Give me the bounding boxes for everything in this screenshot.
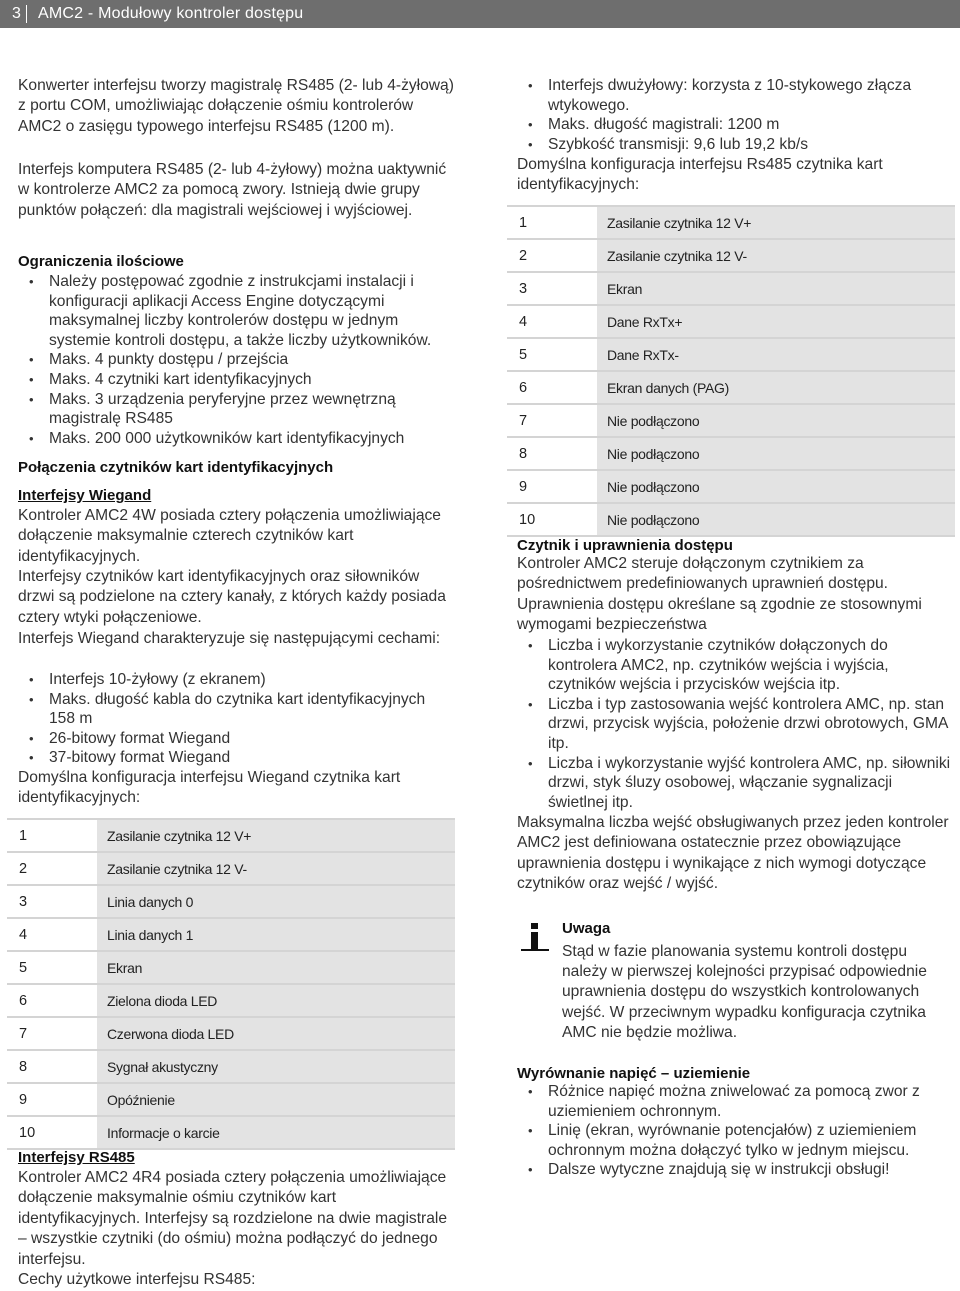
pin-description: Dane RxTx- xyxy=(597,338,955,371)
list-item: • Interfejs 10-żyłowy (z ekranem) xyxy=(18,670,438,690)
pin-description: Sygnał akustyczny xyxy=(97,1050,455,1083)
pin-description: Nie podłączono xyxy=(597,437,955,470)
pin-description: Nie podłączono xyxy=(597,470,955,503)
limits-list xyxy=(18,272,456,448)
table-row xyxy=(7,1083,455,1116)
rs485-pin-table xyxy=(507,205,955,537)
table-row xyxy=(507,503,955,536)
rs485-heading: Interfejsy RS485 xyxy=(18,1149,135,1166)
table-row xyxy=(7,1050,455,1083)
wiegand-paragraph-3: Interfejs Wiegand charakteryzuje się następującymi cechami: xyxy=(18,630,441,647)
rs485-paragraph-2: Cechy użytkowe interfejsu RS485: xyxy=(18,1271,256,1288)
table-row xyxy=(507,437,955,470)
table-row xyxy=(507,338,955,371)
pin-number: 5 xyxy=(7,951,97,984)
wiegand-heading: Interfejsy Wiegand xyxy=(18,487,152,504)
page-number: 3 xyxy=(12,5,21,22)
pin-number: 3 xyxy=(507,272,597,305)
page-header xyxy=(0,0,960,28)
pin-description: Ekran danych (PAG) xyxy=(597,371,955,404)
list-item: • Liczba i typ zastosowania wejść kontrolera AMC, np. stan drzwi, przycisk wyjścia, położenie drzwi obrotowych, GMA itp. xyxy=(517,695,953,754)
pin-number: 7 xyxy=(7,1017,97,1050)
access-paragraph-3: Maksymalna liczba wejść obsługiwanych przez jeden kontroler AMC2 jest definiowana ostatecznie przez obowiązujące uprawnienia dostępu i wynikające z nich wymogi dotyczące czytników oraz wejść / wyjść. xyxy=(517,814,949,893)
pin-number: 3 xyxy=(7,885,97,918)
pin-number: 1 xyxy=(7,819,97,852)
pin-number: 6 xyxy=(7,984,97,1017)
pin-number: 4 xyxy=(507,305,597,338)
table-row xyxy=(7,951,455,984)
table-row xyxy=(7,1017,455,1050)
table-row xyxy=(7,984,455,1017)
table-row xyxy=(507,239,955,272)
table-row xyxy=(7,852,455,885)
wiegand-features-list xyxy=(18,670,438,768)
table-row xyxy=(507,404,955,437)
wiegand-paragraph-2: Interfejsy czytników kart identyfikacyjnych oraz siłowników drzwi są podzielone na cztery kanały, z których każdy posiada cztery wtyki połączeniowe. xyxy=(18,568,446,626)
access-paragraph-1: Kontroler AMC2 steruje dołączonym czytnikiem za pośrednictwem predefiniowanych uprawnień dostępu. xyxy=(517,555,889,593)
access-heading: Czytnik i uprawnienia dostępu xyxy=(517,537,733,554)
rs485-features-list xyxy=(517,76,947,154)
table-row xyxy=(507,206,955,239)
table-row xyxy=(7,819,455,852)
list-item: • Liczba i wykorzystanie czytników dołączonych do kontrolera AMC2, np. czytników wejścia i wyjścia, czytników wejścia i przycisków wejścia itp. xyxy=(517,636,953,695)
table-row xyxy=(7,885,455,918)
list-item: • 26-bitowy format Wiegand xyxy=(18,729,438,749)
table-row xyxy=(7,1116,455,1149)
wiegand-paragraph-1: Kontroler AMC2 4W posiada cztery połączenia umożliwiające dołączenie maksymalnie czterech czytników kart identyfikacyjnych. xyxy=(18,507,441,565)
pin-number: 10 xyxy=(507,503,597,536)
page-title: AMC2 - Modułowy kontroler dostępu xyxy=(38,5,304,22)
pin-number: 6 xyxy=(507,371,597,404)
intro-paragraph-1: Konwerter interfejsu tworzy magistralę RS485 (2- lub 4-żyłową) z portu COM, umożliwiając dołączenie ośmiu kontrolerów AMC2 o zasięgu typowego interfejsu RS485 (1200 m). xyxy=(18,77,454,135)
access-paragraph-2: Uprawnienia dostępu określane są zgodnie ze stosownymi wymogami bezpieczeństwa xyxy=(517,596,922,634)
wiegand-default-text: Domyślna konfiguracja interfejsu Wiegand czytnika kart identyfikacyjnych: xyxy=(18,769,401,807)
pin-number: 8 xyxy=(507,437,597,470)
equalization-list xyxy=(517,1082,953,1180)
wiegand-pin-table xyxy=(7,818,455,1150)
pin-description: Ekran xyxy=(597,272,955,305)
header-separator xyxy=(26,5,27,23)
pin-description: Zasilanie czytnika 12 V+ xyxy=(597,206,955,239)
pin-number: 2 xyxy=(507,239,597,272)
pin-number: 9 xyxy=(507,470,597,503)
list-item: • Maks. długość magistrali: 1200 m xyxy=(517,115,947,135)
intro-paragraph-2: Interfejs komputera RS485 (2- lub 4-żyłowy) można uaktywnić w kontrolerze AMC2 za pomocą zwory. Istnieją dwie grupy punktów połączeń: dla magistrali wejściowej i wyjściowej. xyxy=(18,161,447,219)
pin-number: 7 xyxy=(507,404,597,437)
rs485-default-text: Domyślna konfiguracja interfejsu Rs485 czytnika kart identyfikacyjnych: xyxy=(517,156,883,194)
access-items-list xyxy=(517,636,953,812)
list-item: • Różnice napięć można zniwelować za pomocą zwor z uziemieniem ochronnym. xyxy=(517,1082,953,1121)
table-row xyxy=(507,371,955,404)
list-item: • Dalsze wytyczne znajdują się w instrukcji obsługi! xyxy=(517,1160,953,1180)
limits-heading: Ograniczenia ilościowe xyxy=(18,253,184,270)
equalization-heading: Wyrównanie napięć – uziemienie xyxy=(517,1065,751,1082)
list-item: • Maks. 4 czytniki kart identyfikacyjnych xyxy=(18,370,456,390)
list-item: • Interfejs dwużyłowy: korzysta z 10-stykowego złącza wtykowego. xyxy=(517,76,947,115)
pin-description: Dane RxTx+ xyxy=(597,305,955,338)
pin-description: Czerwona dioda LED xyxy=(97,1017,455,1050)
pin-description: Informacje o karcie xyxy=(97,1116,455,1149)
table-row xyxy=(507,305,955,338)
pin-description: Zasilanie czytnika 12 V- xyxy=(597,239,955,272)
pin-number: 10 xyxy=(7,1116,97,1149)
pin-description: Zasilanie czytnika 12 V- xyxy=(97,852,455,885)
pin-number: 1 xyxy=(507,206,597,239)
rs485-paragraph-1: Kontroler AMC2 4R4 posiada cztery połączenia umożliwiające dołączenie maksymalnie ośmiu czytników kart identyfikacyjnych. Interfejsy są rozdzielone na dwie magistrale – wszystkie czytniki (do ośmiu) można podłączyć do jednego interfejsu. xyxy=(18,1169,448,1268)
readers-heading: Połączenia czytników kart identyfikacyjnych xyxy=(18,459,334,476)
pin-description: Zielona dioda LED xyxy=(97,984,455,1017)
pin-number: 8 xyxy=(7,1050,97,1083)
list-item: • Należy postępować zgodnie z instrukcjami instalacji i konfiguracji aplikacji Access Engine dotyczącymi maksymalnej liczby kontrolerów dostępu w jednym systemie kontroli dostępu, a także liczby użytkowników. xyxy=(18,272,456,350)
note-title: Uwaga xyxy=(562,920,611,937)
pin-number: 4 xyxy=(7,918,97,951)
table-row xyxy=(507,470,955,503)
list-item: • Liczba i wykorzystanie wyjść kontrolera AMC, np. siłowniki drzwi, styk śluzy osobowej, włączanie sygnalizacji świetlnej itp. xyxy=(517,754,953,813)
list-item: • Maks. 200 000 użytkowników kart identyfikacyjnych xyxy=(18,429,456,449)
table-row xyxy=(7,918,455,951)
pin-number: 5 xyxy=(507,338,597,371)
pin-description: Zasilanie czytnika 12 V+ xyxy=(97,819,455,852)
list-item: • Maks. 3 urządzenia peryferyjne przez wewnętrzną magistralę RS485 xyxy=(18,390,456,429)
list-item: • Maks. 4 punkty dostępu / przejścia xyxy=(18,350,456,370)
pin-description: Nie podłączono xyxy=(597,503,955,536)
list-item: • Szybkość transmisji: 9,6 lub 19,2 kb/s xyxy=(517,135,947,155)
list-item: • Maks. długość kabla do czytnika kart identyfikacyjnych 158 m xyxy=(18,690,438,729)
pin-number: 9 xyxy=(7,1083,97,1116)
note-text: Stąd w fazie planowania systemu kontroli dostępu należy w pierwszej kolejności przypisać odpowiednie uprawnienia dostępu do wszystkich kontrolowanych wejść. W przeciwnym wypadku konfiguracja czytnika AMC nie będzie możliwa. xyxy=(562,943,927,1041)
info-icon xyxy=(520,922,550,952)
list-item: • Linię (ekran, wyrównanie potencjałów) z uziemieniem ochronnym można dołączyć tylko w jednym miejscu. xyxy=(517,1121,953,1160)
pin-description: Linia danych 0 xyxy=(97,885,455,918)
pin-description: Ekran xyxy=(97,951,455,984)
table-row xyxy=(507,272,955,305)
pin-description: Nie podłączono xyxy=(597,404,955,437)
pin-description: Opóźnienie xyxy=(97,1083,455,1116)
pin-number: 2 xyxy=(7,852,97,885)
list-item: • 37-bitowy format Wiegand xyxy=(18,748,438,768)
pin-description: Linia danych 1 xyxy=(97,918,455,951)
